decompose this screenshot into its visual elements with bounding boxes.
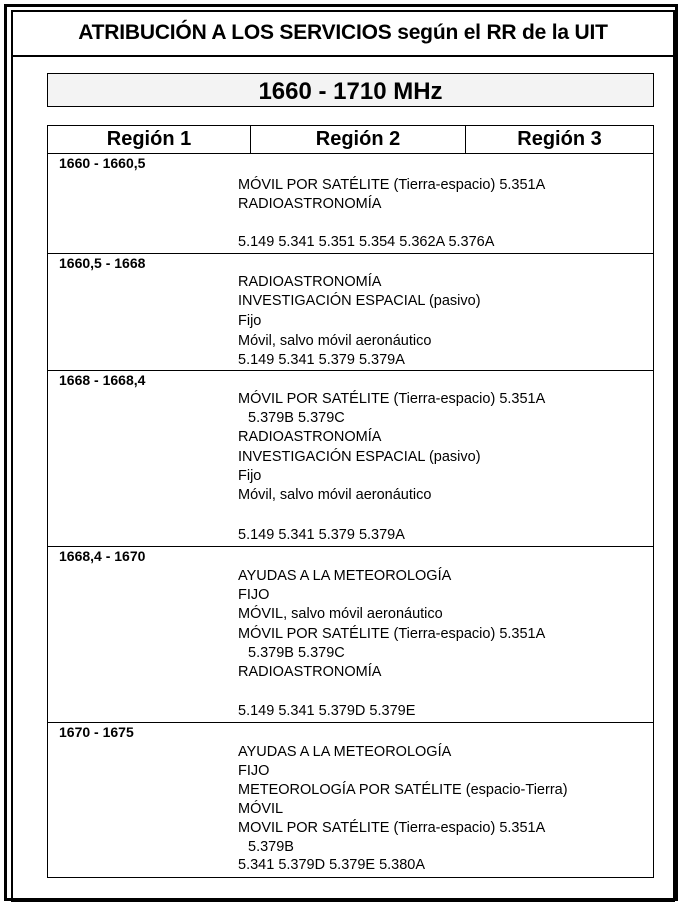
service-line: INVESTIGACIÓN ESPACIAL (pasivo) <box>238 449 481 465</box>
service-line: AYUDAS A LA METEOROLOGÍA <box>238 744 452 760</box>
frequency-range: 1660 - 1660,5 <box>59 155 146 171</box>
table-row <box>48 254 653 371</box>
table-header-row <box>48 126 653 154</box>
band-title-box <box>47 73 654 107</box>
service-line: MÓVIL, salvo móvil aeronáutico <box>238 606 443 622</box>
service-line: MÓVIL POR SATÉLITE (Tierra-espacio) 5.351A <box>238 626 546 642</box>
footnote-refs: 5.149 5.341 5.351 5.354 5.362A 5.376A <box>238 234 495 250</box>
frequency-range: 1668 - 1668,4 <box>59 372 146 388</box>
service-line: INVESTIGACIÓN ESPACIAL (pasivo) <box>238 293 481 309</box>
service-line: Móvil, salvo móvil aeronáutico <box>238 333 432 349</box>
header-region-1: Región 1 <box>48 126 251 153</box>
allocation-table <box>47 125 654 878</box>
service-line: MÓVIL POR SATÉLITE (Tierra-espacio) 5.351A <box>238 177 546 193</box>
service-line: MOVIL POR SATÉLITE (Tierra-espacio) 5.351A <box>238 820 546 836</box>
frequency-range: 1668,4 - 1670 <box>59 548 146 564</box>
service-line: 5.379B <box>248 839 294 855</box>
table-row <box>48 371 653 547</box>
service-line: Móvil, salvo móvil aeronáutico <box>238 487 432 503</box>
band-title: 1660 - 1710 MHz <box>258 78 443 105</box>
service-line: 5.379B 5.379C <box>248 410 345 426</box>
service-line: MÓVIL POR SATÉLITE (Tierra-espacio) 5.351A <box>238 391 546 407</box>
service-line: MÓVIL <box>238 801 284 817</box>
service-line: Fijo <box>238 468 262 484</box>
service-line: FIJO <box>238 763 270 779</box>
table-row <box>48 723 653 877</box>
footnote-refs: 5.149 5.341 5.379 5.379A <box>238 527 405 543</box>
table-row <box>48 547 653 723</box>
header-region-3: Región 3 <box>517 128 602 150</box>
frequency-range: 1670 - 1675 <box>59 724 134 740</box>
service-line: RADIOASTRONOMÍA <box>238 274 382 290</box>
header-region-2: Región 2 <box>251 126 466 153</box>
footnote-refs: 5.149 5.341 5.379 5.379A <box>238 352 405 368</box>
service-line: RADIOASTRONOMÍA <box>238 664 382 680</box>
service-line: METEOROLOGÍA POR SATÉLITE (espacio-Tierra) <box>238 782 568 798</box>
frequency-range: 1660,5 - 1668 <box>59 255 146 271</box>
service-line: Fijo <box>238 313 262 329</box>
service-line: 5.379B 5.379C <box>248 645 345 661</box>
service-line: AYUDAS A LA METEOROLOGÍA <box>238 568 452 584</box>
table-row <box>48 154 653 254</box>
service-line: FIJO <box>238 587 270 603</box>
service-line: RADIOASTRONOMÍA <box>238 196 382 212</box>
footnote-refs: 5.149 5.341 5.379D 5.379E <box>238 703 416 719</box>
footnote-refs: 5.341 5.379D 5.379E 5.380A <box>238 857 426 873</box>
service-line: RADIOASTRONOMÍA <box>238 429 382 445</box>
page-title: ATRIBUCIÓN A LOS SERVICIOS según el RR de la UIT <box>11 10 675 57</box>
